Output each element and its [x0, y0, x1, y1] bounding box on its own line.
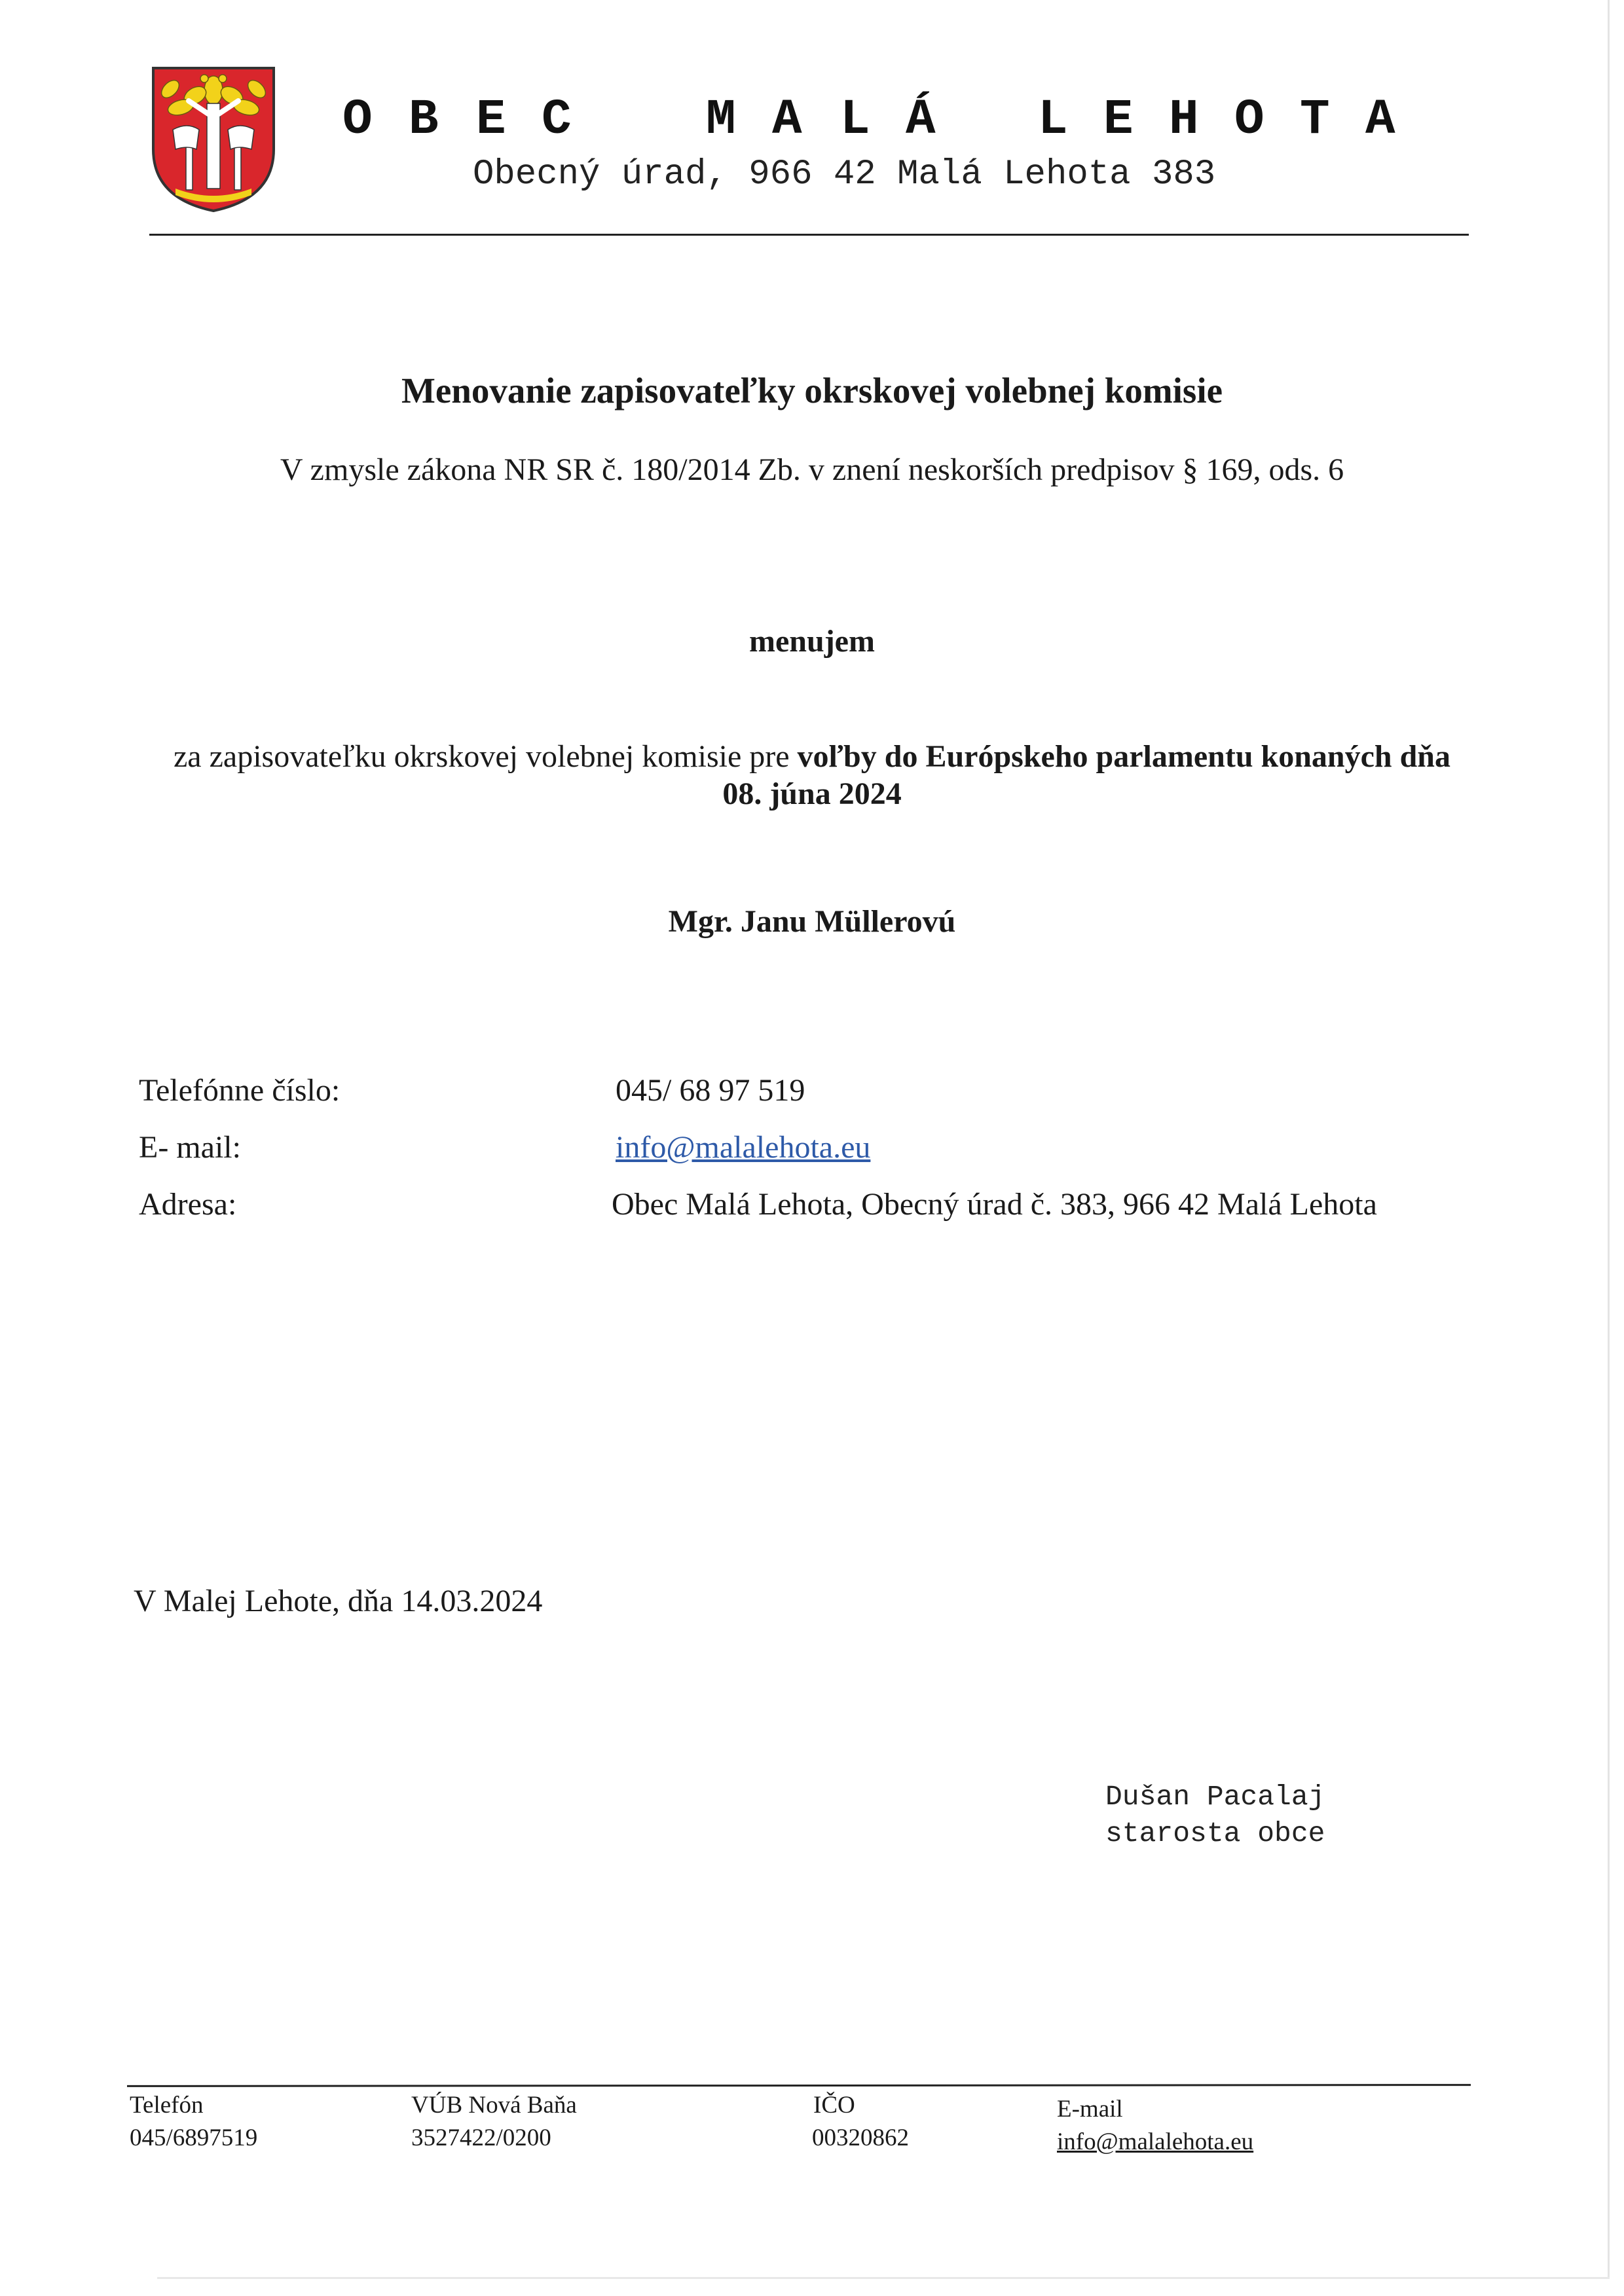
footer-email-label: E-mail	[1057, 2096, 1123, 2123]
title-letter: O	[1234, 92, 1264, 148]
email-label: E- mail:	[139, 1130, 241, 1165]
appoint-word: menujem	[749, 624, 875, 659]
appointed-person: Mgr. Janu Müllerovú	[668, 904, 956, 939]
appointment-text	[0, 738, 1624, 774]
signatory-role: starosta obce	[1105, 1817, 1325, 1850]
footer-ico-label: IČO	[813, 2092, 855, 2119]
page-edge-bottom	[157, 2277, 1610, 2279]
document-title: Menovanie zapisovateľky okrskovej volebnej komisie	[401, 371, 1223, 410]
footer-divider	[127, 2084, 1471, 2087]
title-letter: A	[1365, 92, 1395, 148]
election-name: voľby do Európskeho parlamentu konaných dňa	[797, 739, 1450, 774]
title-letter: A	[772, 92, 802, 148]
email-link[interactable]: info@malalehota.eu	[616, 1130, 871, 1165]
election-date: 08. júna 2024	[722, 776, 902, 811]
footer-phone-value: 045/6897519	[130, 2124, 258, 2151]
phone-value: 045/ 68 97 519	[616, 1073, 805, 1108]
footer-bank-value: 3527422/0200	[411, 2124, 551, 2151]
appointment-prefix: za zapisovateľku okrskovej volebnej komisie pre	[174, 739, 798, 774]
title-letter: H	[1169, 92, 1199, 148]
title-letter: E	[476, 92, 506, 148]
title-letter: T	[1300, 92, 1330, 148]
title-letter: C	[542, 92, 572, 148]
title-letter: L	[840, 92, 870, 148]
footer-bank-label: VÚB Nová Baňa	[411, 2092, 577, 2119]
place-date: V Malej Lehote, dňa 14.03.2024	[134, 1584, 543, 1618]
footer-email-link[interactable]: info@malalehota.eu	[1057, 2128, 1254, 2155]
signatory-name: Dušan Pacalaj	[1105, 1781, 1325, 1813]
legal-basis: V zmysle zákona NR SR č. 180/2014 Zb. v znení neskorších predpisov § 169, ods. 6	[280, 452, 1344, 487]
title-letter: Á	[906, 92, 936, 148]
address-label: Adresa:	[139, 1187, 237, 1222]
footer-ico-value: 00320862	[812, 2124, 909, 2151]
office-address: Obecný úrad, 966 42 Malá Lehota 383	[473, 155, 1216, 194]
page-edge	[1608, 0, 1610, 2278]
title-letter: M	[706, 92, 736, 148]
coat-of-arms-icon	[149, 64, 278, 213]
phone-label: Telefónne číslo:	[139, 1073, 341, 1108]
header-divider	[149, 234, 1469, 236]
address-value: Obec Malá Lehota, Obecný úrad č. 383, 966 42 Malá Lehota	[612, 1187, 1377, 1222]
footer-phone-label: Telefón	[130, 2092, 204, 2119]
title-letter: E	[1103, 92, 1134, 148]
title-letter: O	[342, 92, 373, 148]
title-letter: B	[409, 92, 439, 148]
title-letter: L	[1038, 92, 1068, 148]
